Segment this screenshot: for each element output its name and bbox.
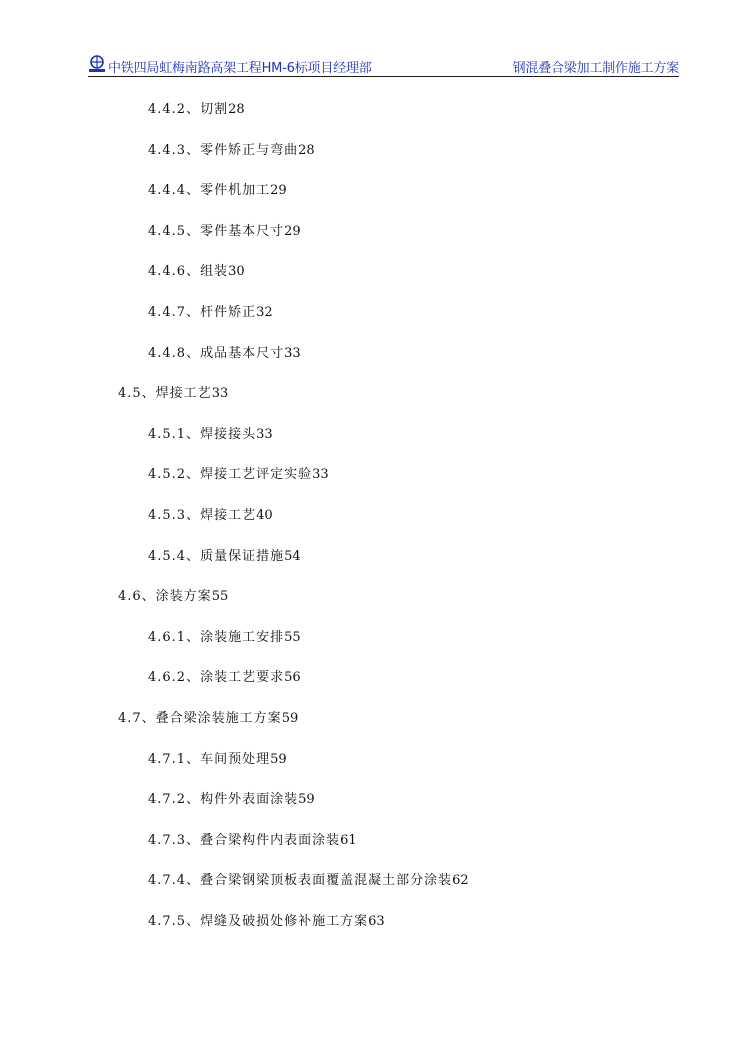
toc-entry[interactable] [0, 98, 744, 139]
toc-entry-page-number: 40 [256, 507, 273, 523]
toc-entry-label: 4.7.3、叠合梁构件内表面涂装 [148, 832, 341, 848]
toc-entry-label: 4.6.1、涂装施工安排 [148, 629, 285, 645]
toc-entry[interactable] [0, 545, 744, 586]
toc-entry-label: 4.4.6、组装 [148, 264, 229, 280]
toc-entry[interactable] [0, 666, 744, 707]
toc-entry-label: 4.6.2、涂装工艺要求 [148, 670, 285, 686]
toc-entry-page-number: 59 [281, 710, 299, 726]
toc-entry[interactable] [0, 463, 744, 504]
toc-entry-label: 4.5、焊接工艺 [118, 386, 212, 402]
header-document-title: 钢混叠合梁加工制作施工方案 [512, 61, 679, 76]
toc-entry[interactable] [0, 179, 744, 220]
toc-entry-page-number: 62 [452, 873, 469, 889]
toc-entry[interactable] [0, 829, 744, 870]
toc-entry-label: 4.5.3、焊接工艺 [148, 507, 257, 523]
toc-entry-page-number: 56 [284, 670, 301, 686]
toc-entry-page-number: 54 [284, 548, 301, 564]
toc-entry-label: 4.6、涂装方案 [118, 589, 212, 605]
toc-entry-page-number: 55 [284, 629, 301, 645]
toc-entry[interactable] [0, 504, 744, 545]
toc-entry-page-number: 29 [270, 183, 287, 199]
header-project-title: 中铁四局虹梅南路高架工程HM-6标项目经理部 [108, 61, 372, 76]
table-of-contents [0, 98, 744, 950]
toc-entry-page-number: 63 [368, 913, 385, 929]
toc-entry-page-number: 55 [211, 589, 229, 605]
toc-entry-label: 4.5.1、焊接接头 [148, 426, 257, 442]
toc-entry-page-number: 32 [256, 304, 273, 320]
toc-entry[interactable] [0, 910, 744, 951]
toc-entry-label: 4.4.7、杆件矫正 [148, 304, 257, 320]
toc-entry-label: 4.4.8、成品基本尺寸 [148, 345, 285, 361]
toc-entry[interactable] [0, 585, 744, 626]
toc-entry-label: 4.4.5、零件基本尺寸 [148, 223, 285, 239]
toc-entry-page-number: 61 [340, 832, 357, 848]
toc-entry-page-number: 33 [284, 345, 301, 361]
toc-entry-label: 4.7.1、车间预处理 [148, 751, 271, 767]
page-header [88, 52, 679, 77]
toc-entry-label: 4.4.2、切割 [148, 102, 229, 117]
toc-entry[interactable] [0, 139, 744, 180]
toc-entry-page-number: 33 [211, 386, 229, 402]
toc-entry-label: 4.4.3、零件矫正与弯曲 [148, 142, 299, 158]
toc-entry-page-number: 59 [298, 792, 315, 808]
toc-entry-label: 4.5.4、质量保证措施 [148, 548, 285, 564]
toc-entry[interactable] [0, 382, 744, 423]
toc-entry[interactable] [0, 423, 744, 464]
toc-entry-label: 4.7.5、焊缝及破损处修补施工方案 [148, 913, 369, 929]
crec-logo-icon [88, 55, 106, 73]
toc-entry[interactable] [0, 788, 744, 829]
toc-entry-label: 4.5.2、焊接工艺评定实验 [148, 467, 313, 483]
toc-entry-label: 4.7、叠合梁涂装施工方案 [118, 710, 282, 726]
toc-entry[interactable] [0, 301, 744, 342]
toc-entry[interactable] [0, 748, 744, 789]
toc-entry[interactable] [0, 626, 744, 667]
toc-entry-page-number: 28 [228, 102, 245, 117]
toc-entry-page-number: 59 [270, 751, 287, 767]
toc-entry[interactable] [0, 707, 744, 748]
toc-entry[interactable] [0, 220, 744, 261]
toc-entry-page-number: 33 [312, 467, 329, 483]
toc-entry-page-number: 29 [284, 223, 301, 239]
toc-entry[interactable] [0, 869, 744, 910]
toc-entry-label: 4.7.2、构件外表面涂装 [148, 792, 299, 808]
toc-entry[interactable] [0, 260, 744, 301]
toc-entry-label: 4.7.4、叠合梁钢梁顶板表面覆盖混凝土部分涂装 [148, 873, 453, 889]
toc-entry-page-number: 33 [256, 426, 273, 442]
toc-entry-page-number: 28 [298, 142, 315, 158]
toc-entry-label: 4.4.4、零件机加工 [148, 183, 271, 199]
toc-entry[interactable] [0, 342, 744, 383]
toc-entry-page-number: 30 [228, 264, 245, 280]
